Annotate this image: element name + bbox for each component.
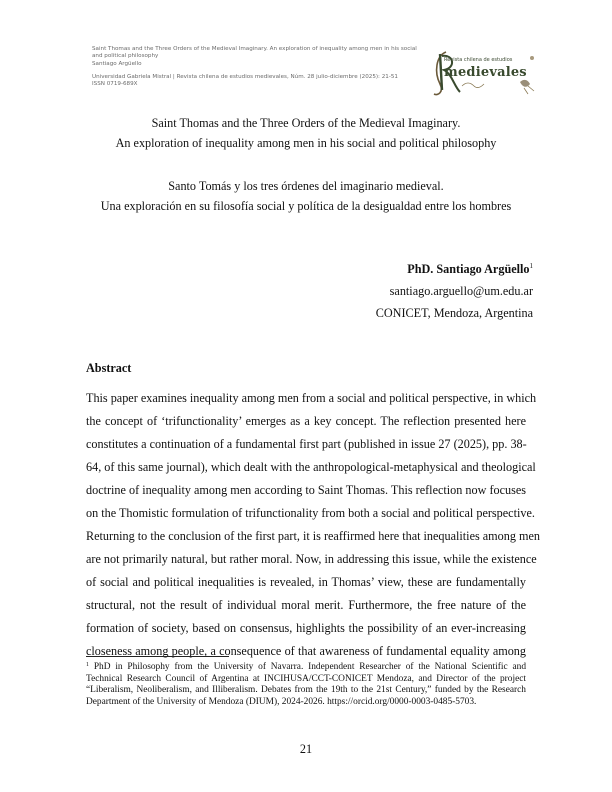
title-spanish-line-2: Una exploración en su filosofía social y política de la desigualdad entre los hombres (100, 199, 512, 213)
abstract-line: constitutes a continuation of a fundamental first part (published in issue 27 (2025), pp. 38- (86, 437, 527, 451)
author-email[interactable]: santiago.arguello@um.edu.ar (389, 284, 533, 298)
abstract-line: of social and political inequalities is revealed, in Thomas’ view, these are fundamentally (86, 575, 526, 589)
page-number: 21 (299, 742, 313, 756)
author-affiliation: CONICET, Mendoza, Argentina (375, 306, 533, 320)
abstract-line: closeness among people, a consequence of that awareness of fundamental equality among (86, 644, 526, 658)
running-author: Santiago Argüello (92, 60, 142, 67)
abstract-line: are not primarily natural, but rather moral. Now, in addressing this issue, while the existence (86, 552, 537, 566)
issn: ISSN 0719-689X (92, 81, 138, 88)
author-name-text: PhD. Santiago Argüello (407, 262, 530, 276)
logo-title: medievales (444, 65, 527, 80)
abstract-line: formation of society, based on consensus, highlights the possibility of an ever-increasing (86, 621, 526, 635)
abstract-line: on the Thomistic formulation of trifunctionality from both a social and political perspective. (86, 506, 535, 520)
abstract-line: the concept of ‘trifunctionality’ emerges as a key concept. The reflection presented here (86, 414, 526, 428)
footnote-mark: 1 (86, 662, 89, 668)
title-spanish (0, 176, 612, 216)
author-block (376, 258, 533, 324)
author-name (376, 258, 533, 280)
title-english-line-1: Saint Thomas and the Three Orders of the Medieval Imaginary. (151, 116, 461, 130)
journal-citation: Universidad Gabriela Mistral | Revista chilena de estudios medievales, Núm. 28 julio-diciembre (2025): 21-51 (92, 73, 398, 80)
journal-logo (432, 46, 542, 100)
footnote (86, 662, 526, 708)
title-english-line-2: An exploration of inequality among men in his social and political philosophy (115, 136, 497, 150)
running-title-line: and political philosophy (92, 53, 159, 60)
footnote-separator (86, 656, 229, 657)
abstract-line: 64, of this same journal), which dealt with the anthropological-metaphysical and theological (86, 460, 536, 474)
abstract-line: This paper examines inequality among men from a social and political perspective, in which (86, 391, 537, 405)
abstract-line: Returning to the conclusion of the first part, it is reaffirmed here that inequalities among men (86, 529, 540, 543)
abstract-line: structural, not the result of individual moral merit. Furthermore, the free nature of the (86, 598, 526, 612)
title-english (0, 113, 612, 153)
abstract-heading: Abstract (86, 361, 132, 375)
logo-subtitle: Revista chilena de estudios (444, 57, 513, 63)
abstract-line: doctrine of inequality among men according to Saint Thomas. This reflection now focuses (86, 483, 526, 497)
author-footnote-mark[interactable]: 1 (529, 262, 533, 270)
running-title-line: Saint Thomas and the Three Orders of the Medieval Imaginary. An exploration of inequality among men in his social (92, 46, 417, 52)
footnote-text: PhD in Philosophy from the University of Navarra. Independent Researcher of the National Scientific and Technical Research Council of Argentina at INCIHUSA/CCT-CONICET Mendoza, and Director of the project “Liberalism, Neoliberalism, and Illiberalism. Debates from the 19th to the 21st Century,” funded by the Research Department of the University of Mendoza (DIUM), 2024-2026. https://orcid.org/0000-0003-0485-5703. (86, 662, 527, 707)
running-header (92, 46, 432, 88)
title-spanish-line-1: Santo Tomás y los tres órdenes del imaginario medieval. (168, 179, 444, 193)
